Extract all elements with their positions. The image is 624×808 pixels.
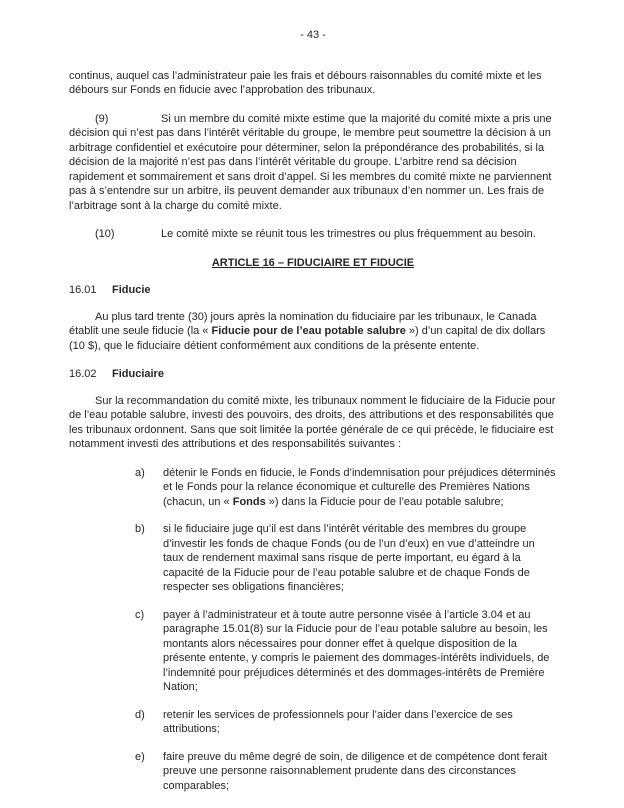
section-16-01-paragraph xyxy=(69,310,557,354)
list-item-c xyxy=(135,608,557,695)
paragraph-9-text: Si un membre du comité mixte estime que la majorité du comité mixte a pris une décision qui n’est pas dans l’intérêt véritable du groupe, le membre peut soumettre la décision à un arbitrage confidentiel et exécutoire pour déterminer, selon la prépondérance des probabilités, si la décision de la majorité n’est pas dans l’intérêt véritable du groupe. L’arbitre rend sa décision rapidement et sommairement et sans droit d’appel. Si les membres du comité mixte ne parviennent pas à s’entendre sur un arbitre, ils peuvent demander aux tribunaux d’en nommer un. Les frais de l’arbitrage sont à la charge du comité mixte. xyxy=(69,112,552,212)
list-item-e xyxy=(135,750,557,794)
list-item-a-letter: a) xyxy=(135,466,145,479)
section-16-01-text: Au plus tard trente (30) jours après la nomination du fiduciaire par les tribunaux, le Canada établit une seule fiducie (la « xyxy=(69,310,537,337)
section-16-01-title: Fiducie xyxy=(112,284,151,296)
list-item-b-letter: b) xyxy=(135,523,145,535)
list-item-d-text: retenir les services de professionnels pour l’aider dans l’exercice de ses attributions; xyxy=(163,708,513,735)
paragraph-continuation: continus, auquel cas l’administrateur paie les frais et débours raisonnables du comité mixte et les débours sur Fonds en fiducie avec l’approbation des tribunaux. xyxy=(69,69,542,96)
list-item-a-text: détenir le Fonds en fiducie, le Fonds d’indemnisation pour préjudices déterminés et le Fonds pour la relance économique et culturelle des Premières Nations (chacun, un « xyxy=(163,466,556,508)
list-item-a-text-after: ») dans la Fiducie pour de l’eau potable salubre; xyxy=(265,495,504,508)
list-item-d-letter: d) xyxy=(135,708,145,721)
list-item-c-text: payer à l’administrateur et à toute autre personne visée à l’article 3.04 et au paragraphe 15.01(8) sur la Fiducie pour de l’eau potable salubre au besoin, les montants alors nécessaires pour donner effet à quelque disposition de la présente entente, y compris le paiement des dommages-intérêts individuels, de l’indemnité pour préjudices déterminés et des dommages-intérêts de Première Nation; xyxy=(163,608,550,693)
page-number: - 43 - xyxy=(300,29,326,41)
list-item-b-text: si le fiduciaire juge qu’il est dans l’intérêt véritable des membres du groupe d’investir les fonds de chaque Fonds (ou de l’un d’eux) en vue d’atteindre un taux de rendement maximal sans risque de perte important, eu égard à la capacité de la Fiducie pour de l’eau potable salubre et de chaque Fonds de respecter ses obligations financières; xyxy=(163,523,535,593)
paragraph-9-number: (9) xyxy=(95,112,109,125)
list-item-d xyxy=(135,708,557,737)
section-16-02-title: Fiduciaire xyxy=(112,368,164,380)
section-16-01-bold-term: Fiducie pour de l’eau potable salubre xyxy=(211,325,406,337)
paragraph-10-text: Le comité mixte se réunit tous les trimestres ou plus fréquemment au besoin. xyxy=(161,228,536,240)
list-item-a-bold-term: Fonds xyxy=(232,495,266,508)
list-item-a xyxy=(135,466,557,510)
section-16-02-heading xyxy=(69,367,557,382)
list-item-b xyxy=(135,522,557,595)
paragraph-10 xyxy=(69,227,557,242)
section-16-01-number: 16.01 xyxy=(69,284,97,296)
section-16-01-text-after: ») d’un capital de dix dollars (10 $), que le fiduciaire détient conformément aux conditions de la présente entente. xyxy=(69,325,546,352)
responsibility-list xyxy=(135,466,557,794)
paragraph-9 xyxy=(69,112,557,214)
section-16-02-paragraph: Sur la recommandation du comité mixte, les tribunaux nomment le fiduciaire de la Fiducie pour de l’eau potable salubre, investi des pouvoirs, des droits, des attributions et des responsabilités que les tribunaux ordonnent. Sans que soit limitée la portée générale de ce qui précède, le fiduciaire est notamment investi des attributions et des responsabilités suivantes : xyxy=(69,394,556,450)
list-item-e-letter: e) xyxy=(135,750,145,763)
section-16-02-number: 16.02 xyxy=(69,368,97,380)
article-16-heading: ARTICLE 16 – FIDUCIAIRE ET FIDUCIE xyxy=(211,256,415,269)
list-item-e-text: faire preuve du même degré de soin, de diligence et de compétence dont ferait preuve une personne raisonnablement prudente dans des circonstances comparables; xyxy=(163,750,548,792)
section-16-01-heading xyxy=(69,283,557,298)
paragraph-10-number: (10) xyxy=(95,228,115,240)
list-item-c-letter: c) xyxy=(135,608,145,621)
